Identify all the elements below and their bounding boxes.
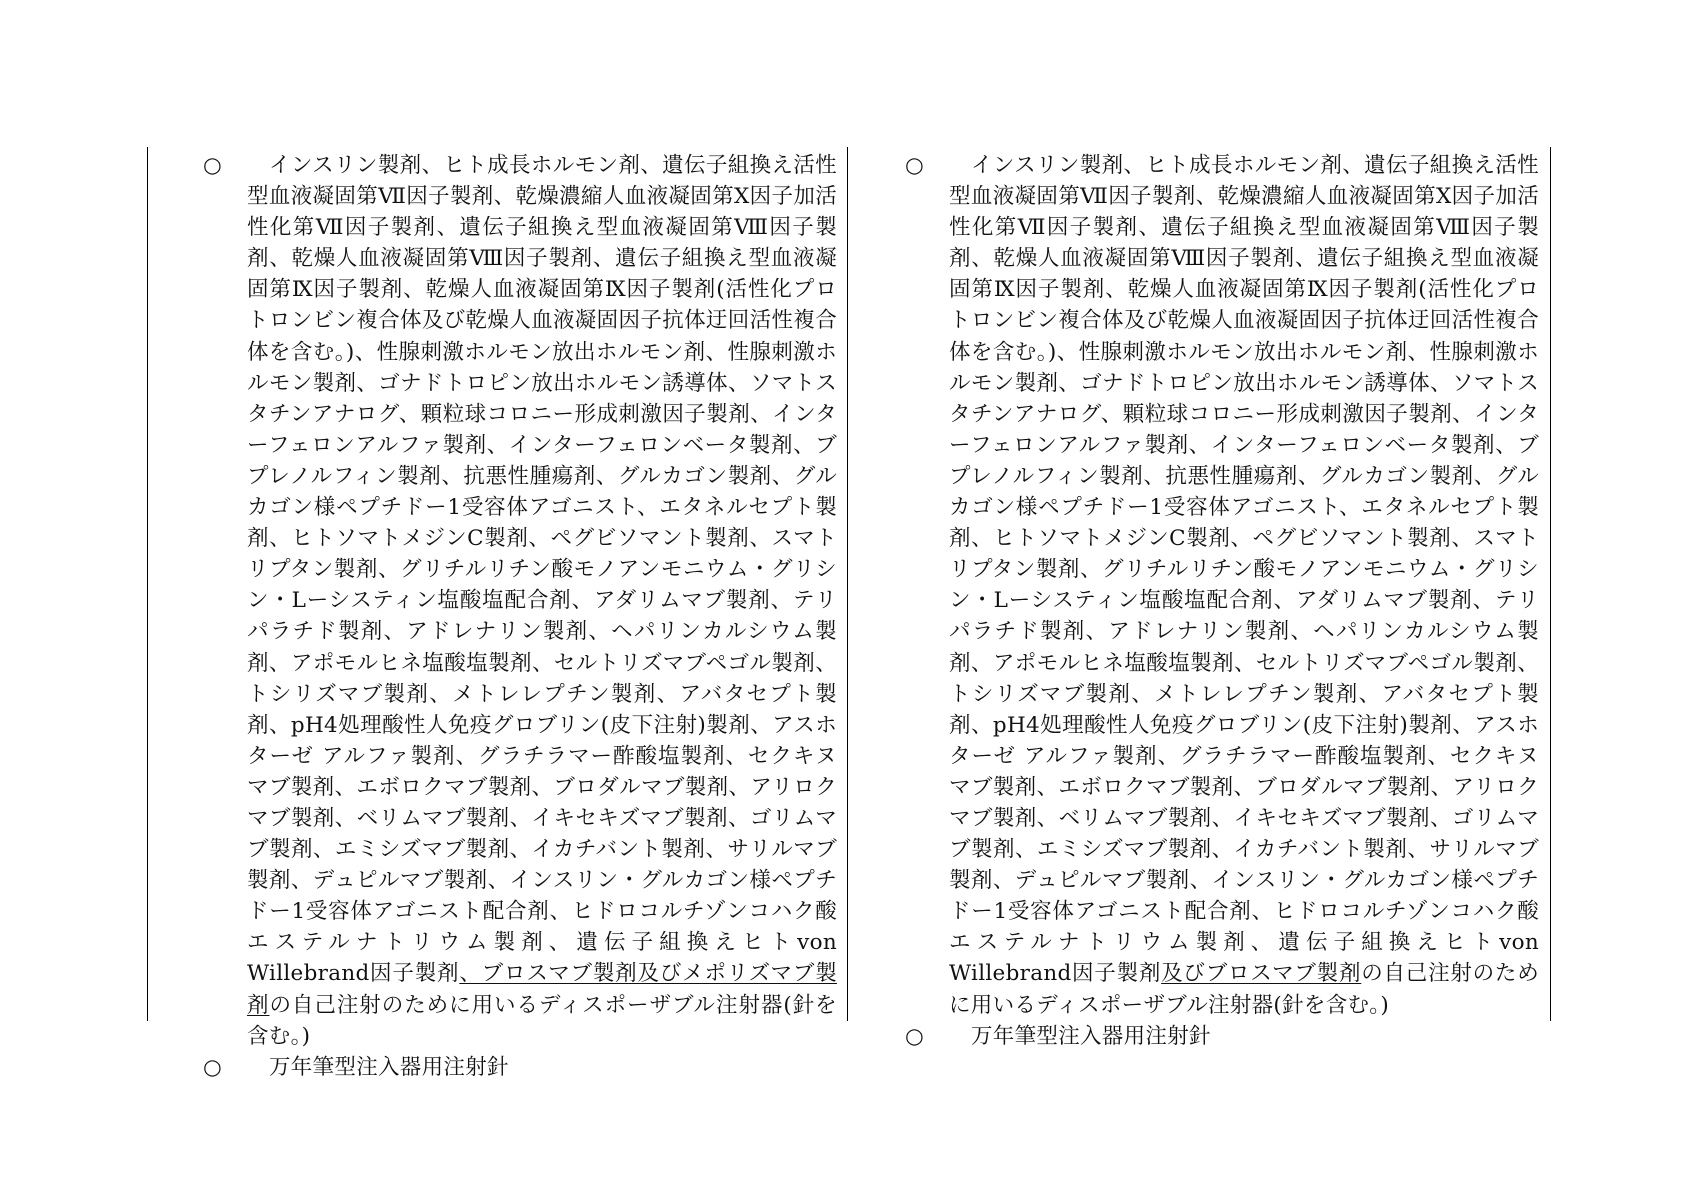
item-text-tail: の自己注射のために用いるディスポーザブル注射器(針を含む。) <box>247 992 837 1049</box>
item-text: 万年筆型注入器用注射針 <box>269 1054 509 1080</box>
table-border-right <box>1550 147 1551 1021</box>
item-text <box>927 150 1539 1021</box>
list-item <box>203 1052 837 1083</box>
table-border-left <box>147 147 148 1021</box>
item-text-main: インスリン製剤、ヒト成長ホルモン剤、遺伝子組換え活性型血液凝固第Ⅶ因子製剤、乾燥濃縮人血液凝固第Ⅹ因子加活性化第Ⅶ因子製剤、遺伝子組換え型血液凝固第Ⅷ因子製剤、乾燥人血液凝固第Ⅷ因子製剤、遺伝子組換え型血液凝固第Ⅸ因子製剤、乾燥人血液凝固第Ⅸ因子製剤(活性化プロトロンビン複合体及び乾燥人血液凝固因子抗体迂回活性複合体を含む。)、性腺刺激ホルモン放出ホルモン剤、性腺刺激ホルモン製剤、ゴナドトロピン放出ホルモン誘導体、ソマトスタチンアナログ、顆粒球コロニー形成刺激因子製剤、インターフェロンアルファ製剤、インターフェロンベータ製剤、ブプレノルフィン製剤、抗悪性腫瘍剤、グルカゴン製剤、グルカゴン様ペプチドー1受容体アゴニスト、エタネルセプト製剤、ヒトソマトメジンC製剤、ペグビソマント製剤、スマトリプタン製剤、グリチルリチン酸モノアンモニウム・グリシン・Lーシスティン塩酸塩配合剤、アダリムマブ製剤、テリパラチド製剤、アドレナリン製剤、ヘパリンカルシウム製剤、アポモルヒネ塩酸塩製剤、セルトリズマブペゴル製剤、トシリズマブ製剤、メトレレプチン製剤、アバタセプト製剤、pH4処理酸性人免疫グロブリン(皮下注射)製剤、アスホターゼ アルファ製剤、グラチラマー酢酸塩製剤、セクキヌマブ製剤、エボロクマブ製剤、ブロダルマブ製剤、アリロクマブ製剤、ベリムマブ製剤、イキセキズマブ製剤、ゴリムマブ製剤、エミシズマブ製剤、イカチバント製剤、サリルマブ製剤、デュピルマブ製剤、インスリン・グルカゴン様ペプチドー1受容体アゴニスト配合剤、ヒドロコルチゾンコハク酸エステルナトリウム製剤、遺伝子組換えヒトvon Willebrand因子製剤 <box>949 153 1539 987</box>
right-column-old-text <box>905 150 1539 1052</box>
item-text-main: インスリン製剤、ヒト成長ホルモン剤、遺伝子組換え活性型血液凝固第Ⅶ因子製剤、乾燥濃縮人血液凝固第Ⅹ因子加活性化第Ⅶ因子製剤、遺伝子組換え型血液凝固第Ⅷ因子製剤、乾燥人血液凝固第Ⅷ因子製剤、遺伝子組換え型血液凝固第Ⅸ因子製剤、乾燥人血液凝固第Ⅸ因子製剤(活性化プロトロンビン複合体及び乾燥人血液凝固因子抗体迂回活性複合体を含む。)、性腺刺激ホルモン放出ホルモン剤、性腺刺激ホルモン製剤、ゴナドトロピン放出ホルモン誘導体、ソマトスタチンアナログ、顆粒球コロニー形成刺激因子製剤、インターフェロンアルファ製剤、インターフェロンベータ製剤、ブプレノルフィン製剤、抗悪性腫瘍剤、グルカゴン製剤、グルカゴン様ペプチドー1受容体アゴニスト、エタネルセプト製剤、ヒトソマトメジンC製剤、ペグビソマント製剤、スマトリプタン製剤、グリチルリチン酸モノアンモニウム・グリシン・Lーシスティン塩酸塩配合剤、アダリムマブ製剤、テリパラチド製剤、アドレナリン製剤、ヘパリンカルシウム製剤、アポモルヒネ塩酸塩製剤、セルトリズマブペゴル製剤、トシリズマブ製剤、メトレレプチン製剤、アバタセプト製剤、pH4処理酸性人免疫グロブリン(皮下注射)製剤、アスホターゼ アルファ製剤、グラチラマー酢酸塩製剤、セクキヌマブ製剤、エボロクマブ製剤、ブロダルマブ製剤、アリロクマブ製剤、ベリムマブ製剤、イキセキズマブ製剤、ゴリムマブ製剤、エミシズマブ製剤、イカチバント製剤、サリルマブ製剤、デュピルマブ製剤、インスリン・グルカゴン様ペプチドー1受容体アゴニスト配合剤、ヒドロコルチゾンコハク酸エステルナトリウム製剤、遺伝子組換えヒトvon Willebrand因子製剤 <box>247 153 837 987</box>
circle-bullet-icon: ○ <box>905 1023 925 1049</box>
amended-underlined-text: 及びブロスマブ製剤 <box>1161 961 1362 987</box>
amended-underlined-text: 、ブロスマブ製剤及びメポリズマブ製剤 <box>247 961 838 1018</box>
circle-bullet-icon: ○ <box>203 1054 223 1080</box>
table-border-middle <box>847 147 848 1021</box>
list-item <box>203 150 837 1052</box>
item-text-tail: の自己注射のために用いるディスポーザブル注射器(針を含む。) <box>949 961 1539 1018</box>
item-text <box>225 150 837 1052</box>
list-item <box>905 1021 1539 1052</box>
item-text: 万年筆型注入器用注射針 <box>971 1023 1211 1049</box>
left-column-new-text <box>203 150 837 1083</box>
circle-bullet-icon: ○ <box>905 153 925 178</box>
list-item <box>905 150 1539 1021</box>
circle-bullet-icon: ○ <box>203 153 223 178</box>
